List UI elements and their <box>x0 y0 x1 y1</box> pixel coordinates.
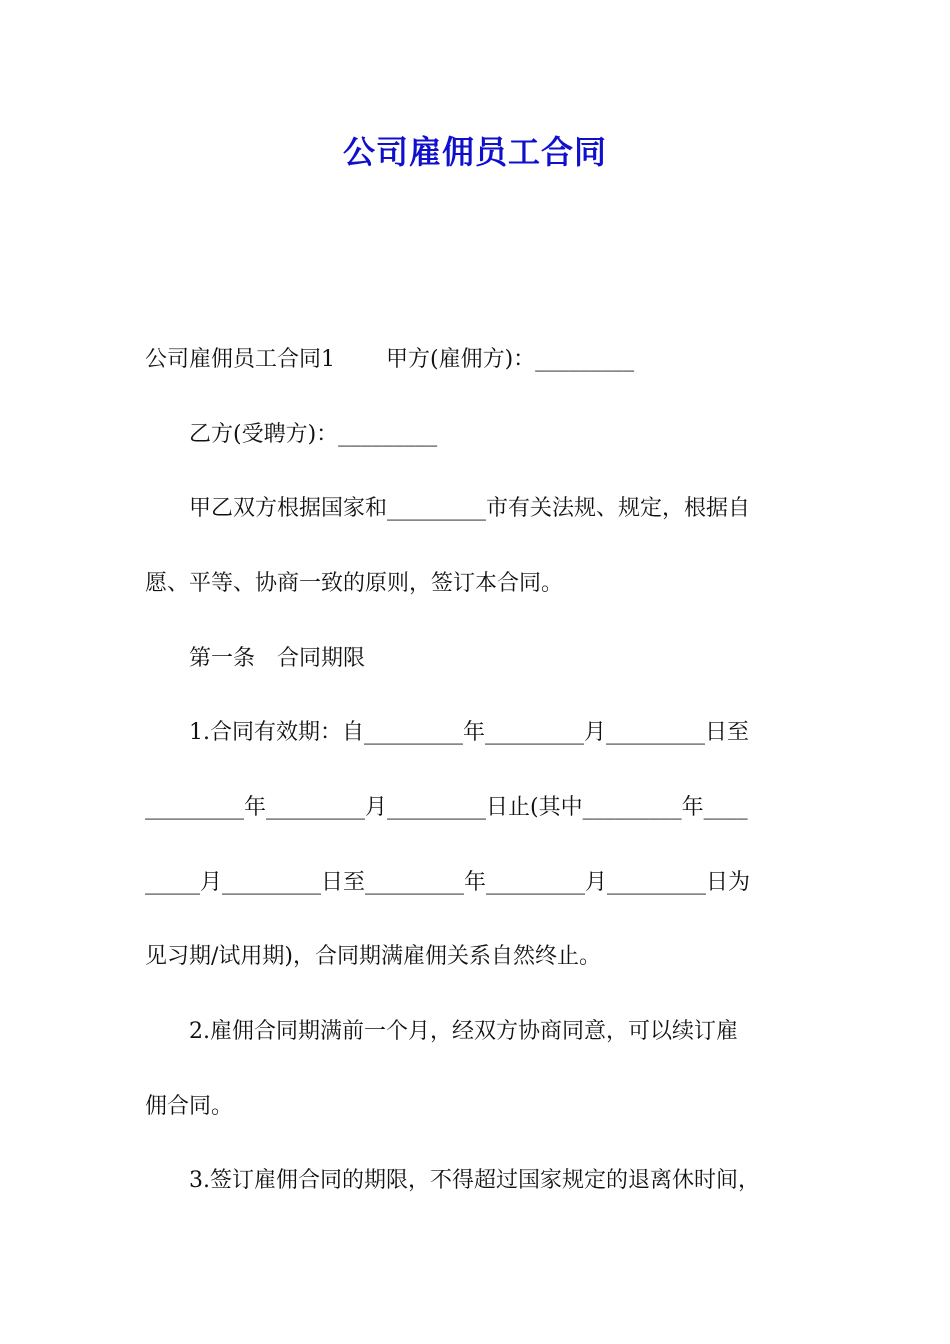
clause-3-line-1: 3.签订雇佣合同的期限，不得超过国家规定的退离休时间， <box>145 1168 760 1193</box>
document-title: 公司雇佣员工合同 <box>342 133 607 171</box>
clause-1-line-1: 1.合同有效期：自_________年_________月_________日至 <box>145 720 749 745</box>
party-b-line: 乙方(受聘方)：_________ <box>145 422 438 447</box>
party-a-line: 公司雇佣员工合同1 甲方(雇佣方)：_________ <box>145 347 635 372</box>
clause-1-line-2: _________年_________月_________日止(其中_________年____ <box>145 795 748 820</box>
preamble-line-1: 甲乙双方根据国家和_________市有关法规、规定，根据自 <box>145 496 751 521</box>
preamble-line-2: 愿、平等、协商一致的原则，签订本合同。 <box>145 571 564 596</box>
article-1-heading: 第一条 合同期限 <box>145 646 366 671</box>
clause-2-line-1: 2.雇佣合同期满前一个月，经双方协商同意，可以续订雇 <box>145 1019 738 1044</box>
clause-1-line-4: 见习期/试用期)，合同期满雇佣关系自然终止。 <box>145 944 601 969</box>
clause-1-line-3: _____月_________日至_________年_________月_________日为 <box>145 870 751 895</box>
clause-2-line-2: 佣合同。 <box>145 1094 234 1119</box>
